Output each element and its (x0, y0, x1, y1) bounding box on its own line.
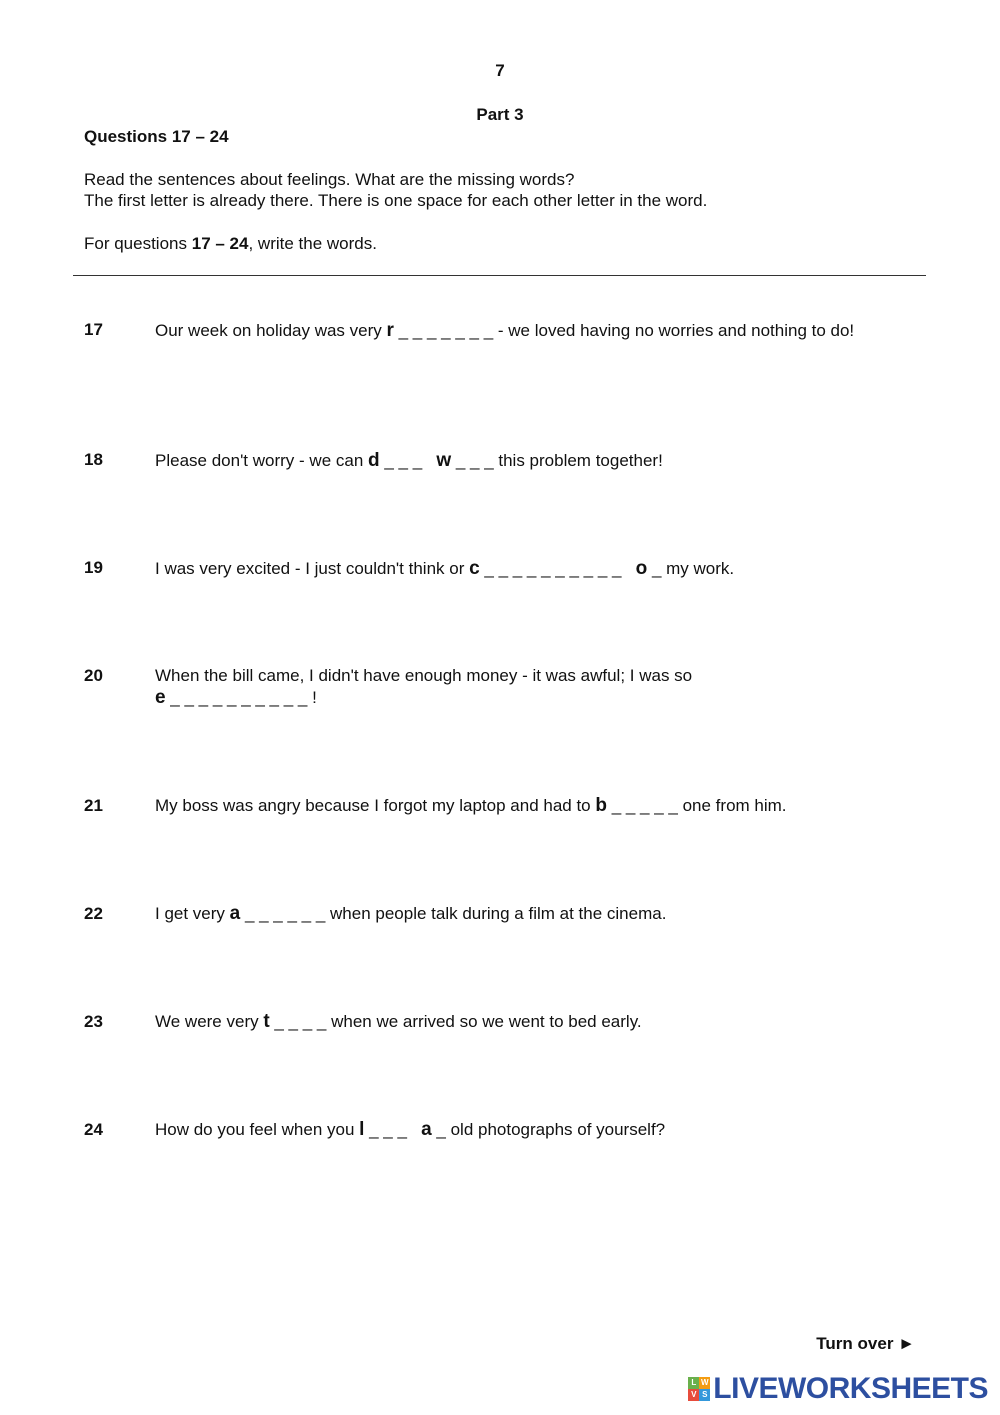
question-23-text-post: when we arrived so we went to bed early. (331, 1012, 642, 1031)
question-21 (155, 795, 915, 817)
question-19-text-post: my work. (666, 559, 735, 578)
question-21-blank[interactable]: _ _ _ _ _ (606, 796, 683, 815)
instruction-line-3-pre: For questions (84, 234, 192, 253)
question-20-text-pre: When the bill came, I didn't have enough money - it was awful; I was so (155, 666, 693, 685)
question-number-20: 20 (84, 666, 103, 685)
question-19-text-pre: I was very excited - I just couldn't think or (155, 559, 470, 578)
question-number-22: 22 (84, 904, 103, 923)
instruction-line-2: The first letter is already there. There is one space for each other letter in the word. (84, 191, 708, 210)
question-21-first-letter: b (595, 795, 607, 816)
question-18-blank-2[interactable]: _ _ _ (451, 451, 499, 470)
question-22-text-pre: I get very (155, 904, 230, 923)
question-18-text-post: this problem together! (498, 451, 663, 470)
question-17 (155, 320, 915, 342)
question-24-blank-2[interactable]: _ (431, 1120, 451, 1139)
question-24-blank-1[interactable]: _ _ _ (364, 1120, 422, 1139)
question-number-21: 21 (84, 796, 103, 815)
instruction-line-3-post: , write the words. (248, 234, 377, 253)
instruction-line-1: Read the sentences about feelings. What are the missing words? (84, 170, 575, 189)
question-24-text-pre: How do you feel when you (155, 1120, 360, 1139)
question-number-19: 19 (84, 558, 103, 577)
question-17-text-pre: Our week on holiday was very (155, 321, 387, 340)
brand-name: LIVEWORKSHEETS (713, 1372, 988, 1405)
question-19 (155, 558, 915, 580)
question-17-blank[interactable]: _ _ _ _ _ _ _ (393, 321, 498, 340)
question-number-23: 23 (84, 1012, 103, 1031)
question-number-24: 24 (84, 1120, 103, 1139)
part-title: Part 3 (476, 105, 524, 124)
questions-heading: Questions 17 – 24 (84, 127, 229, 146)
logo-tile-s: S (699, 1389, 710, 1401)
question-22 (155, 903, 915, 925)
question-20 (155, 665, 915, 709)
question-22-text-post: when people talk during a film at the cinema. (330, 904, 667, 923)
question-number-17: 17 (84, 320, 103, 339)
question-24-first-letter-1: l (359, 1119, 365, 1140)
question-21-text-post: one from him. (682, 796, 787, 815)
question-18-blank-1[interactable]: _ _ _ (379, 451, 437, 470)
question-24-text-post: old photographs of yourself? (450, 1120, 666, 1139)
logo-tile-w: W (701, 1378, 709, 1387)
question-17-text-post: - we loved having no worries and nothing to do! (497, 321, 855, 340)
question-20-first-letter: e (155, 687, 166, 708)
question-17-first-letter: r (386, 320, 394, 341)
question-19-blank-2[interactable]: _ (647, 559, 667, 578)
question-23-text-pre: We were very (155, 1012, 264, 1031)
question-24 (155, 1119, 915, 1141)
logo-tile-l: L (688, 1377, 699, 1389)
question-19-first-letter-2: o (635, 558, 648, 579)
question-22-blank[interactable]: _ _ _ _ _ _ (240, 904, 331, 923)
instruction-line-3-range: 17 – 24 (191, 234, 249, 253)
question-20-blank[interactable]: _ _ _ _ _ _ _ _ _ _ (165, 688, 313, 707)
question-20-text-post: ! (312, 688, 317, 707)
question-23-first-letter: t (263, 1011, 270, 1032)
logo-tile-v: V (688, 1389, 699, 1401)
question-23-blank[interactable]: _ _ _ _ (269, 1012, 332, 1031)
question-18-first-letter-1: d (368, 450, 380, 471)
question-24-first-letter-2: a (421, 1119, 432, 1140)
liveworksheets-logo-icon (688, 1377, 710, 1401)
instruction-line-3 (84, 233, 377, 254)
question-number-18: 18 (84, 450, 103, 469)
question-19-first-letter-1: c (469, 558, 480, 579)
question-22-first-letter: a (229, 903, 241, 924)
page-number: 7 (495, 61, 505, 80)
question-19-blank-1[interactable]: _ _ _ _ _ _ _ _ _ _ (479, 559, 636, 578)
liveworksheets-logo[interactable] (688, 1372, 988, 1406)
divider-line (73, 275, 926, 276)
question-18-first-letter-2: w (436, 450, 452, 471)
turn-over-label: Turn over ► (816, 1334, 915, 1353)
question-18 (155, 450, 915, 472)
question-21-text-pre: My boss was angry because I forgot my laptop and had to (155, 796, 596, 815)
question-23 (155, 1011, 915, 1033)
question-18-text-pre: Please don't worry - we can (155, 451, 369, 470)
